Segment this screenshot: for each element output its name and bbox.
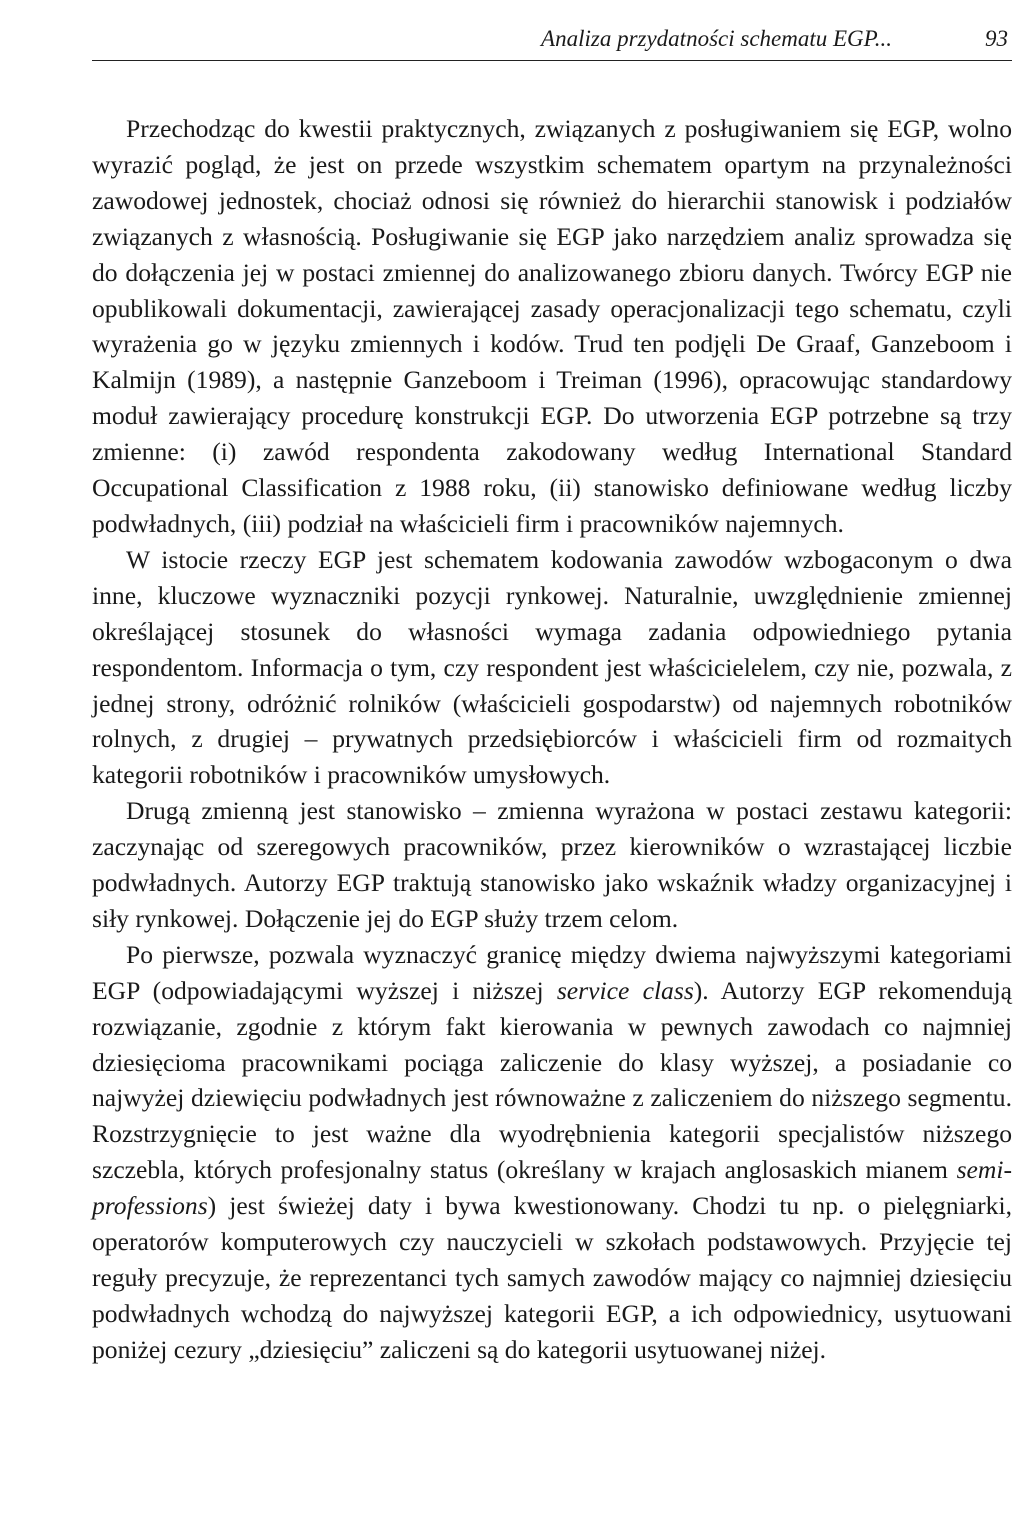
page-number: 93 (985, 26, 1008, 51)
paragraph-text: ) jest świeżej daty i bywa kwestionowany. Chodzi tu np. o pielęgniarki, operatorów komputerowych czy nauczycieli w szkołach podstawowych. Przyjęcie tej reguły precyzuje, że reprezentanci tych samych zawodów mający co najmniej dziesięciu podwładnych wchodzą do najwyższej kategorii EGP, a ich odpowiednicy, usytuowani poniżej cezury „dziesięciu” zaliczeni są do kategorii usytuowanej niżej. (92, 1191, 1012, 1364)
paragraph-3 (92, 793, 1012, 937)
running-title: Analiza przydatności schematu EGP... (541, 26, 892, 51)
paragraph-2 (92, 542, 1012, 793)
paragraph-1 (92, 111, 1012, 542)
document-page (92, 24, 1012, 1368)
running-header (92, 24, 1012, 61)
paragraph-text: Drugą zmienną jest stanowisko – zmienna wyrażona w postaci zestawu kategorii: zaczynając od szeregowych pracowników, przez kierowników o wzrastającej liczbie podwładnych. Autorzy EGP traktują stanowisko jako wskaźnik władzy organizacyjnej i siły rynkowej. Dołączenie jej do EGP służy trzem celom. (92, 796, 1012, 933)
italic-term-semi-professions: semi-professions (92, 1155, 1012, 1221)
body-text (92, 111, 1012, 1368)
paragraph-text: Po pierwsze, pozwala wyznaczyć granicę między dwiema najwyższymi kategoriami EGP (odpowiadającymi wyższej i niższej (92, 939, 1012, 1005)
paragraph-text: W istocie rzeczy EGP jest schematem kodowania zawodów wzbogaconym o dwa inne, kluczowe wyznaczniki pozycji rynkowej. Naturalnie, uwzględnienie zmiennej określającej stosunek do własności wymaga zadania odpowiedniego pytania respondentom. Informacja o tym, czy respondent jest właścicielelem, czy nie, pozwala, z jednej strony, odróżnić rolników (właścicieli gospodarstw) od najemnych robotników rolnych, z drugiej – prywatnych przedsiębiorców i właścicieli firm od rozmaitych kategorii robotników i pracowników umysłowych. (92, 544, 1012, 790)
paragraph-text: Przechodząc do kwestii praktycznych, związanych z posługiwaniem się EGP, wolno wyrazić pogląd, że jest on przede wszystkim schematem opartym na przynależności zawodowej jednostek, chociaż odnosi się również do hierarchii stanowisk i podziałów związanych z własnością. Posługiwanie się EGP jako narzędziem analiz sprowadza się do dołączenia jej w postaci zmiennej do analizowanego zbioru danych. Twórcy EGP nie opublikowali dokumentacji, zawierającej zasady operacjonalizacji tego schematu, czyli wyrażenia go w języku zmiennych i kodów. Trud ten podjęli De Graaf, Ganzeboom i Kalmijn (1989), a następnie Ganzeboom i Treiman (1996), opracowując standardowy moduł zawierający procedurę konstrukcji EGP. Do utworzenia EGP potrzebne są trzy zmienne: (i) zawód respondenta zakodowany według International Standard Occupational Classification z 1988 roku, (ii) stanowisko definiowane według liczby podwładnych, (iii) podział na właścicieli firm i pracowników najemnych. (92, 114, 1012, 538)
paragraph-4 (92, 937, 1012, 1368)
paragraph-text: ). Autorzy EGP rekomendują rozwiązanie, zgodnie z którym fakt kierowania w pewnych zawodach co najmniej dziesięcioma pracownikami pociąga zaliczenie do klasy wyższej, a posiadanie co najwyżej dziewięciu podwładnych jest równoważne z zaliczeniem do niższego segmentu. Rozstrzygnięcie to jest ważne dla wyodrębnienia kategorii specjalistów niższego szczebla, których profesjonalny status (określany w krajach anglosaskich mianem (92, 975, 1012, 1185)
italic-term-service-class: service class (556, 975, 694, 1005)
